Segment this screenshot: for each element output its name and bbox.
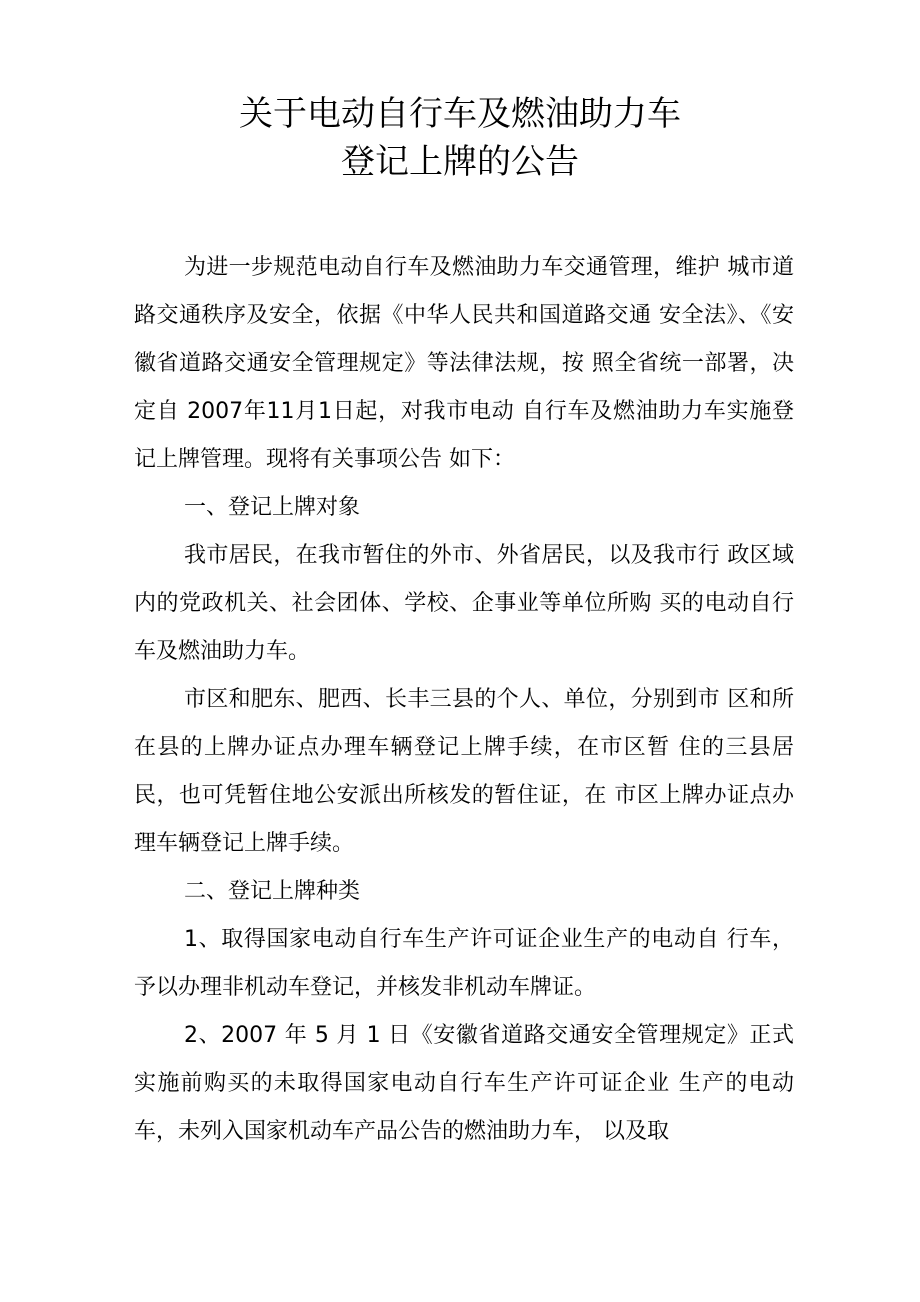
paragraph-type-2: 2、2007 年 5 月 1 日《安徽省道路交通安全管理规定》正式实施前购买的未取得国家电动自行车生产许可证企业 生产的电动车，未列入国家机动车产品公告的燃油助力车， 以及取 <box>134 1023 794 1144</box>
paragraph-registration-location: 市区和肥东、肥西、长丰三县的个人、单位，分别到市 区和所在县的上牌办证点办理车辆登记上牌手续，在市区暂 住的三县居民，也可凭暂住地公安派出所核发的暂住证，在 市区上牌办证点办理车辆登记上牌手续。 <box>134 687 794 856</box>
paragraph-type-1: 1、取得国家电动自行车生产许可证企业生产的电动自 行车，予以办理非机动车登记，并核发非机动车牌证。 <box>134 927 794 1000</box>
paragraph-intro: 为进一步规范电动自行车及燃油助力车交通管理，维护 城市道路交通秩序及安全，依据《中华人民共和国道路交通 安全法》、《安徽省道路交通安全管理规定》等法律法规，按 照全省统一部署，决定自 2007年11月1日起，对我市电动 自行车及燃油助力车实施登记上牌管理。现将有关事项公告 如下： <box>134 255 794 472</box>
document-body <box>134 244 794 1156</box>
paragraph-registration-object: 我市居民，在我市暂住的外市、外省居民，以及我市行 政区域内的党政机关、社会团体、学校、企事业等单位所购 买的电动自行车及燃油助力车。 <box>134 543 794 664</box>
document-title-line-1: 关于电动自行车及燃油助力车 <box>239 94 681 134</box>
document-title-line-2: 登记上牌的公告 <box>341 142 579 182</box>
section-heading-registration-object: 一、登记上牌对象 <box>184 495 361 520</box>
section-heading-registration-type: 二、登记上牌种类 <box>184 879 361 904</box>
